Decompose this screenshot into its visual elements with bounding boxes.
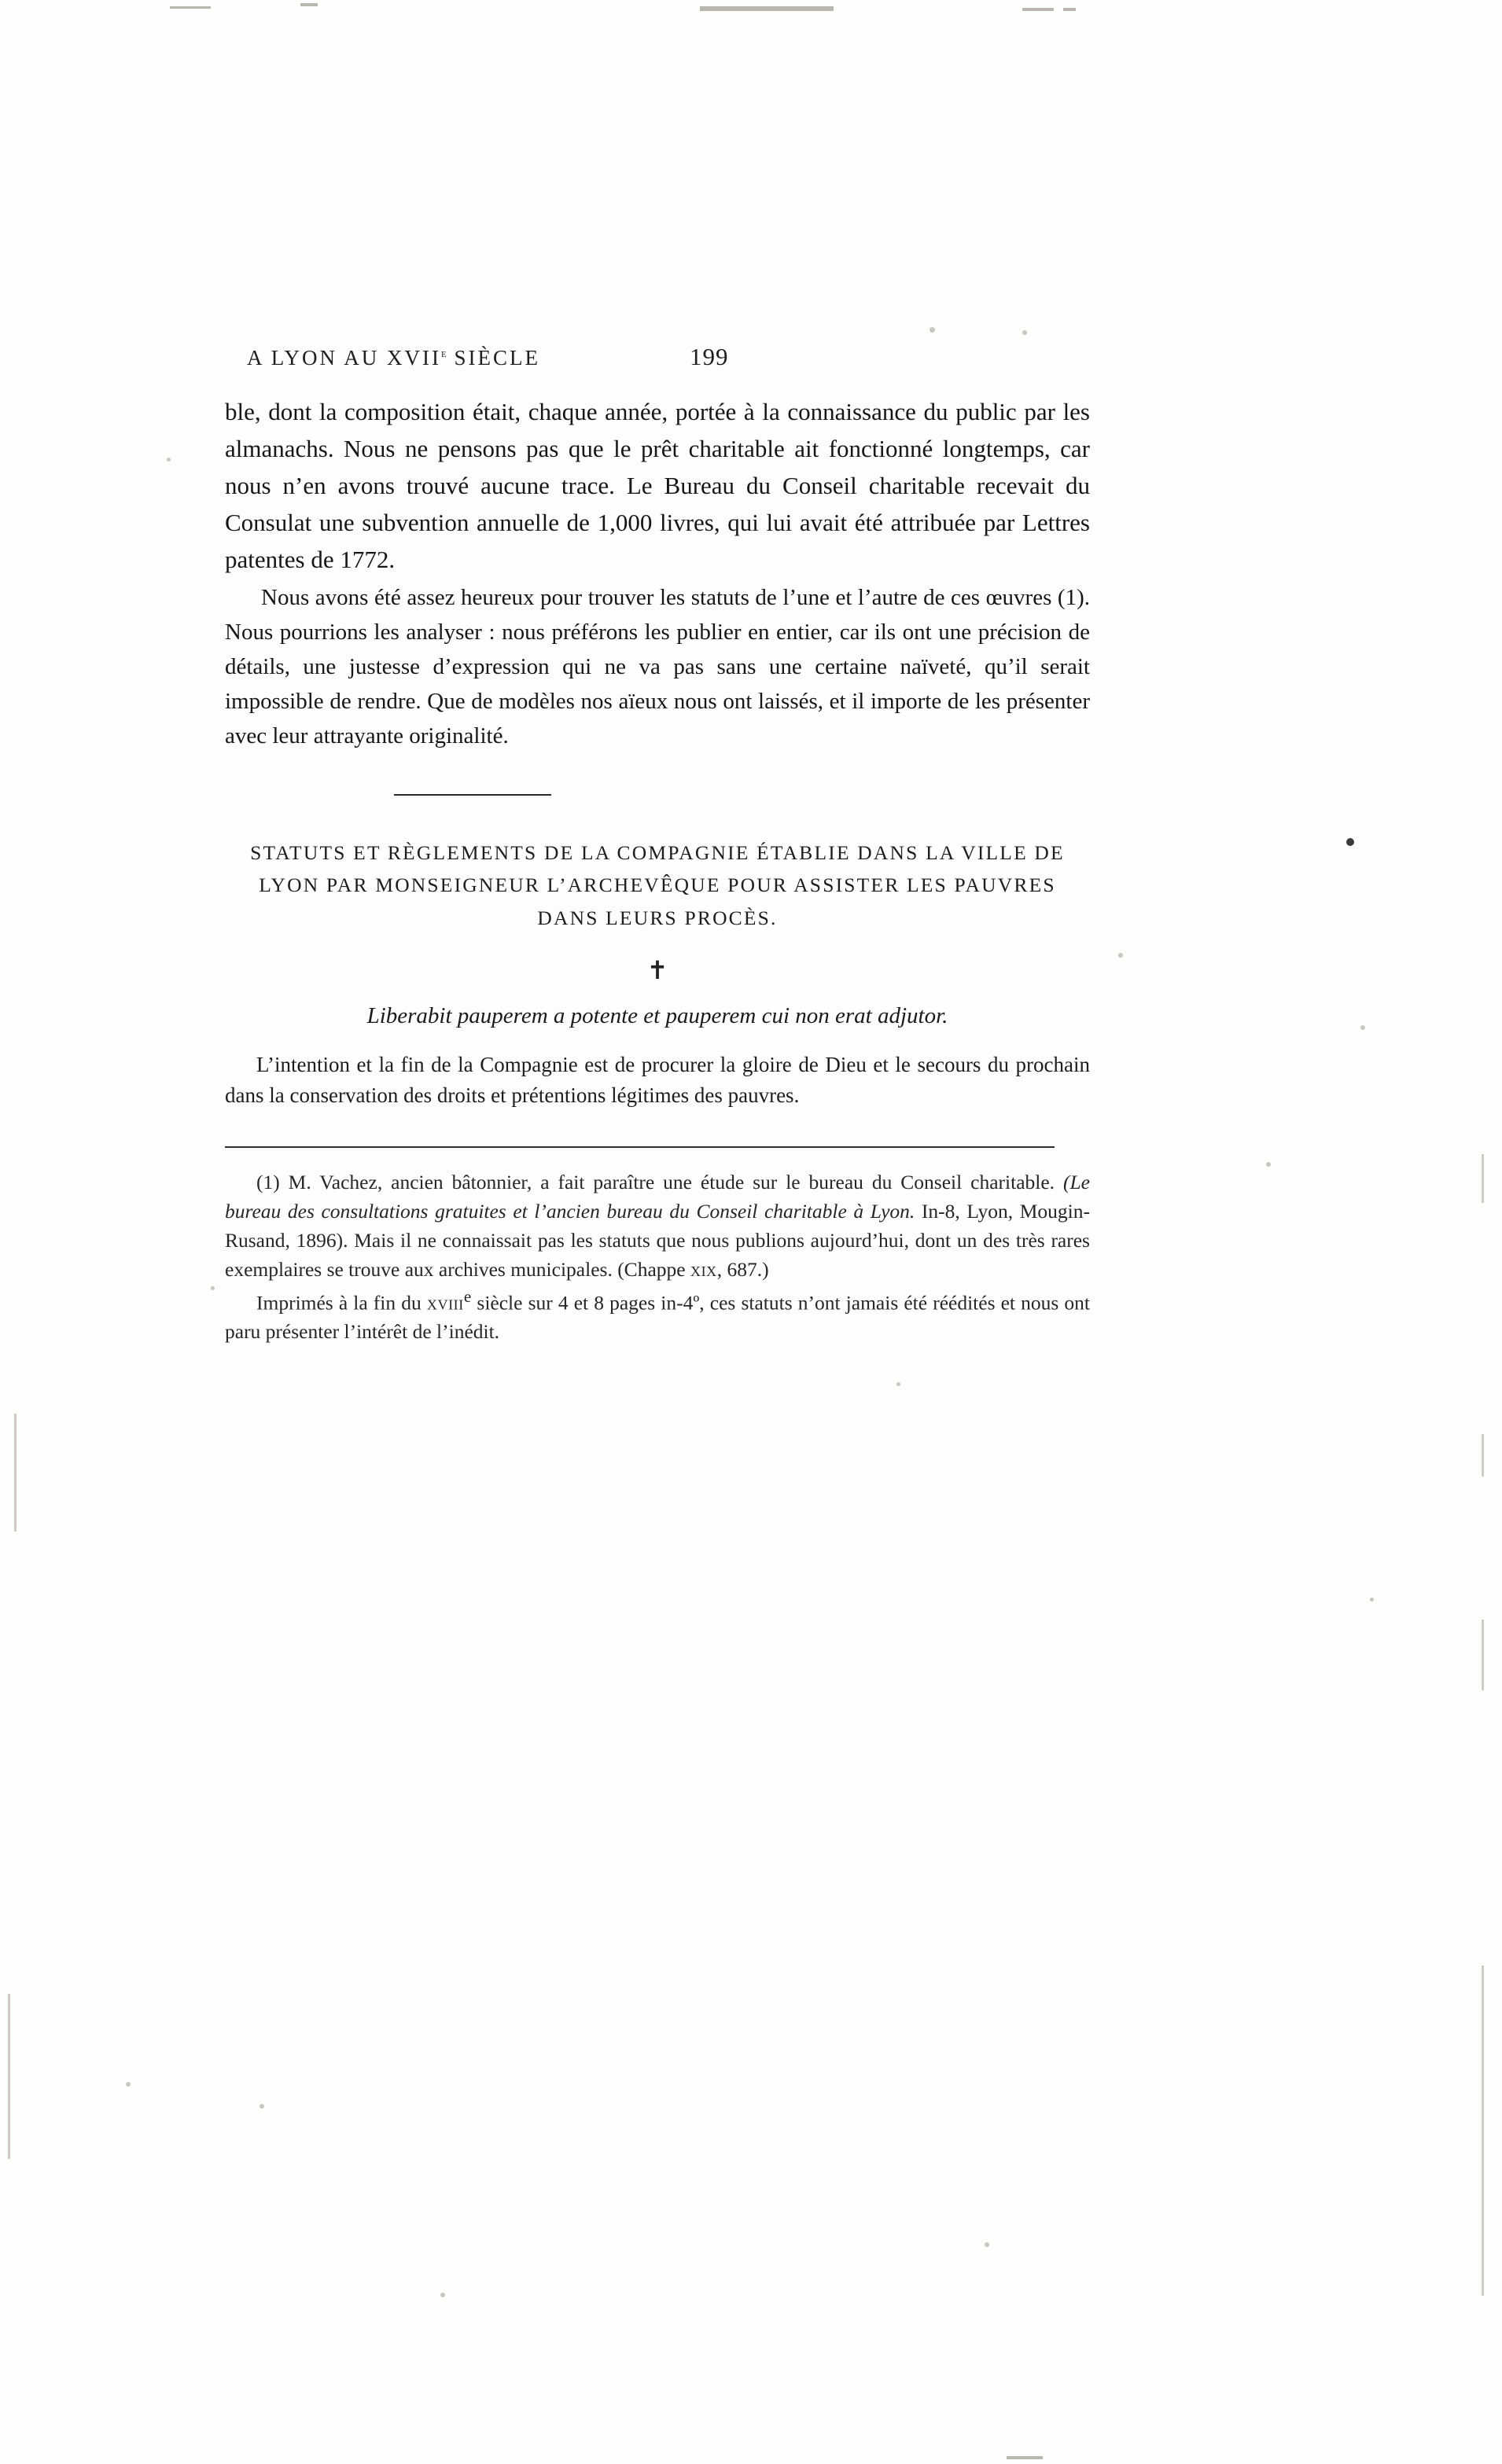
- footnote-1-part-c: , 687.): [716, 1257, 769, 1281]
- scan-speck: [1346, 838, 1354, 846]
- scan-speck: [896, 1382, 900, 1386]
- footnote-2-smallcaps: xviii: [426, 1291, 464, 1315]
- scan-artifact-top-left: [170, 6, 211, 9]
- scan-edge-right-2: [1482, 1434, 1484, 1477]
- scan-edge-right-4: [1482, 1966, 1484, 2296]
- scan-speck: [211, 1286, 215, 1290]
- scan-speck: [126, 2082, 131, 2087]
- latin-epigraph: Liberabit pauperem a potente et pauperem cui non erat adjutor.: [366, 1002, 948, 1028]
- footnote-2: [225, 1285, 1090, 1347]
- scan-speck: [1022, 330, 1027, 335]
- running-head: [225, 343, 1090, 371]
- page-content: [225, 343, 1090, 1347]
- scan-speck: [930, 327, 935, 333]
- cross-ornament-icon: ✝: [646, 955, 668, 984]
- footnote-divider-rule: [225, 1146, 1055, 1148]
- footnote-1-part-a: (1) M. Vachez, ancien bâtonnier, a fait paraître une étude sur le bureau du Conseil charitable.: [256, 1170, 1063, 1193]
- section-intro-paragraph: L’intention et la fin de la Compagnie est de procurer la gloire de Dieu et le secours du prochain dans la conservation des droits et prétentions légitimes des pauvres.: [225, 1052, 1090, 1108]
- section-divider-rule: [394, 794, 551, 796]
- footnote-1-italic-title: (Le bureau des consultations gratuites et l’ancien bureau du Conseil charitable à Lyon.: [225, 1170, 1090, 1223]
- footnote-1-part-b: In-8, Lyon, Mougin-Rusand, 1896). Mais il ne connaissait pas les statuts que nous publions aujourd’hui, dont un des très rares exemplaires se trouve aux archives municipales. (Chappe: [225, 1199, 1090, 1281]
- scan-speck: [1266, 1162, 1271, 1167]
- running-head-title: A LYON AU XVIIe SIÈCLE: [247, 346, 541, 370]
- scan-speck: [1370, 1598, 1374, 1602]
- page-number: 199: [690, 343, 729, 370]
- scan-speck: [260, 2104, 264, 2109]
- scan-edge-left-2: [8, 1994, 10, 2159]
- body-paragraph-2: Nous avons été assez heureux pour trouver les statuts de l’une et l’autre de ces œuvres (1). Nous pourrions les analyser : nous préférons les publier en entier, car ils ont une précision de détails, une justesse d’expression qui ne va pas sans une certaine naïveté, qu’il serait impossible de rendre. Que de modèles nos aïeux nous ont laissés, et il importe de les présenter avec leur attrayante originalité.: [225, 584, 1090, 748]
- scan-edge-right-3: [1482, 1620, 1484, 1690]
- scan-artifact-top-mid: [300, 3, 318, 6]
- scan-artifact-bottom: [1007, 2456, 1043, 2459]
- scan-speck: [1118, 953, 1123, 958]
- scan-artifact-top-center: [700, 6, 834, 11]
- scan-speck: [440, 2293, 445, 2297]
- footnote-2-part-b: siècle sur 4 et 8 pages in-4º, ces statuts n’ont jamais été réédités et nous ont paru présenter l’intérêt de l’inédit.: [225, 1291, 1091, 1343]
- footnote-2-part-a: Imprimés à la fin du: [256, 1291, 427, 1315]
- section-heading: STATUTS ET RÈGLEMENTS DE LA COMPAGNIE ÉTABLIE DANS LA VILLE DE LYON PAR MONSEIGNEUR L’ARCHEVÊQUE POUR ASSISTER LES PAUVRES DANS LEURS PROCÈS.: [250, 840, 1065, 929]
- footnote-1: [225, 1168, 1090, 1285]
- scan-speck: [167, 458, 171, 462]
- scan-edge-right-1: [1482, 1154, 1484, 1203]
- footnote-2-sup: e: [463, 1286, 472, 1306]
- scan-artifact-top-right: [1022, 8, 1054, 11]
- scan-edge-left-1: [14, 1414, 17, 1532]
- body-paragraph-1: ble, dont la composition était, chaque année, portée à la connaissance du public par les almanachs. Nous ne pensons pas que le prêt charitable ait fonctionné longtemps, car nous n’en avons trouvé aucune trace. Le Bureau du Conseil charitable recevait du Consulat une subvention annuelle de 1,000 livres, qui lui avait été attribuée par Lettres patentes de 1772.: [225, 398, 1090, 574]
- footnote-1-smallcaps: xix: [690, 1257, 717, 1281]
- scan-speck: [1360, 1025, 1365, 1030]
- scan-artifact-top-right2: [1063, 8, 1076, 11]
- scan-speck: [985, 2242, 989, 2247]
